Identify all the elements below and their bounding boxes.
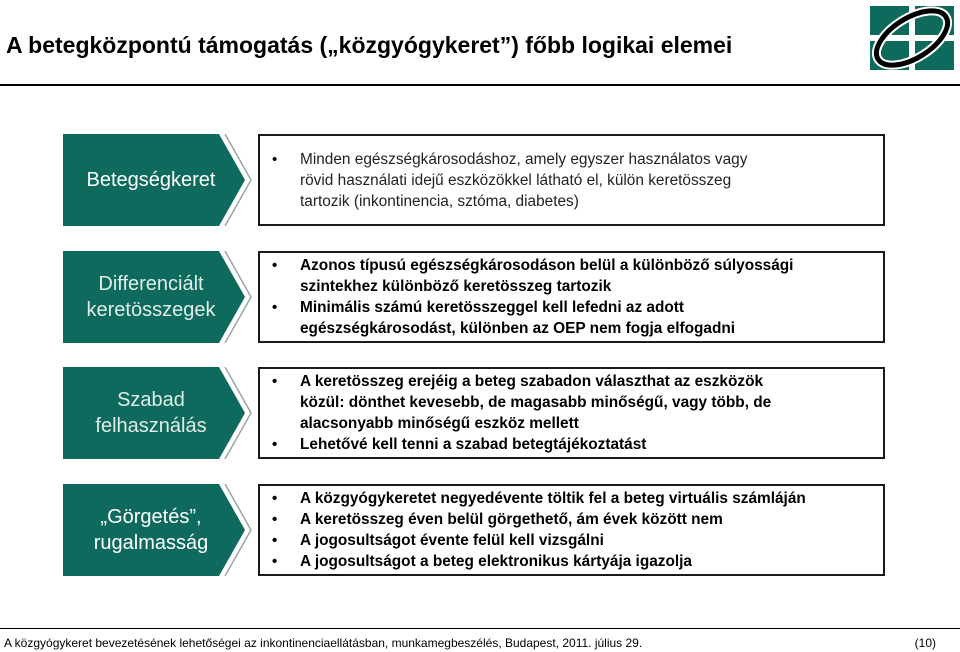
row-label-line: Differenciált xyxy=(98,273,204,295)
row-description-box xyxy=(258,251,885,343)
bullet-text-line: A keretösszeg erejéig a beteg szabadon választhat az eszközök xyxy=(300,373,764,390)
content-row xyxy=(63,367,885,459)
bullet-text-line: A jogosultságot évente felül kell vizsgálni xyxy=(300,532,604,549)
row-label xyxy=(63,251,239,343)
row-label-text xyxy=(95,387,206,439)
bullet-dot-icon: • xyxy=(272,373,278,390)
row-label-text xyxy=(87,271,216,323)
bullet-text-line: Minimális számú keretösszeggel kell lefedni az adott xyxy=(300,299,685,316)
bullet-text-line: Minden egészségkárosodáshoz, amely egyszer használatos vagy xyxy=(300,150,748,168)
footer-divider xyxy=(0,628,960,629)
footer-text: A közgyógykeret bevezetésének lehetőségei az inkontinenciaellátásban, munkamegbeszélés, Budapest, 2011. július 29. xyxy=(4,636,643,650)
row-label-line: „Görgetés”, xyxy=(100,506,202,528)
content-row xyxy=(63,484,885,576)
bullet-text-line: A jogosultságot a beteg elektronikus kártyája igazolja xyxy=(300,553,692,570)
bullet-text-line: szintekhez különböző keretösszeg tartozik xyxy=(300,278,612,295)
bullet-text-line: A keretösszeg éven belül görgethető, ám évek között nem xyxy=(300,511,723,528)
bullet-item xyxy=(272,149,883,212)
bullet-item xyxy=(272,255,883,297)
row-label-line: felhasználás xyxy=(95,415,207,437)
bullet-dot-icon: • xyxy=(272,150,278,168)
bullet-dot-icon: • xyxy=(272,436,278,453)
row-description-box xyxy=(258,134,885,226)
bullet-item xyxy=(272,488,883,509)
bullet-text-line: alacsonyabb minőségű eszköz mellett xyxy=(300,415,579,432)
bullet-dot-icon: • xyxy=(272,257,278,274)
bullet-item xyxy=(272,551,883,572)
bullet-text-line: egészségkárosodást, különben az OEP nem fogja elfogadni xyxy=(300,320,736,337)
title-divider xyxy=(0,84,960,86)
bullet-dot-icon: • xyxy=(272,532,278,549)
bullet-dot-icon: • xyxy=(272,553,278,570)
bullet-item xyxy=(272,297,883,339)
row-description-box xyxy=(258,367,885,459)
bullet-text-line: Azonos típusú egészségkárosodáson belül a különböző súlyossági xyxy=(300,257,794,274)
row-description-box xyxy=(258,484,885,576)
row-label xyxy=(63,367,239,459)
bullet-item xyxy=(272,530,883,551)
page-number: (10) xyxy=(914,636,936,650)
row-label-text xyxy=(94,504,209,556)
row-label-line: Betegségkeret xyxy=(86,169,216,191)
bullet-text-line: közül: dönthet kevesebb, de magasabb minőségű, vagy több, de xyxy=(300,394,772,411)
row-label-line: rugalmasság xyxy=(93,532,209,554)
company-logo-icon xyxy=(866,4,956,72)
row-label-text xyxy=(87,167,216,193)
row-label-line: keretösszegek xyxy=(86,299,216,321)
bullet-text-line: A közgyógykeretet negyedévente töltik fel a beteg virtuális számláján xyxy=(300,490,806,507)
bullet-item xyxy=(272,509,883,530)
content-row xyxy=(63,251,885,343)
bullet-text-line: rövid használati idejű eszközökkel látható el, külön keretösszeg xyxy=(300,171,732,189)
bullet-item xyxy=(272,434,883,455)
bullet-item xyxy=(272,371,883,434)
bullet-dot-icon: • xyxy=(272,511,278,528)
row-label xyxy=(63,484,239,576)
bullet-text-line: tartozik (inkontinencia, sztóma, diabetes) xyxy=(300,192,579,210)
row-label xyxy=(63,134,239,226)
content-row xyxy=(63,134,885,226)
bullet-dot-icon: • xyxy=(272,490,278,507)
bullet-dot-icon: • xyxy=(272,299,278,316)
row-label-line: Szabad xyxy=(117,389,185,411)
page-title: A betegközpontú támogatás („közgyógykeret”) főbb logikai elemei xyxy=(6,32,733,58)
bullet-text-line: Lehetővé kell tenni a szabad betegtájékoztatást xyxy=(300,436,647,453)
